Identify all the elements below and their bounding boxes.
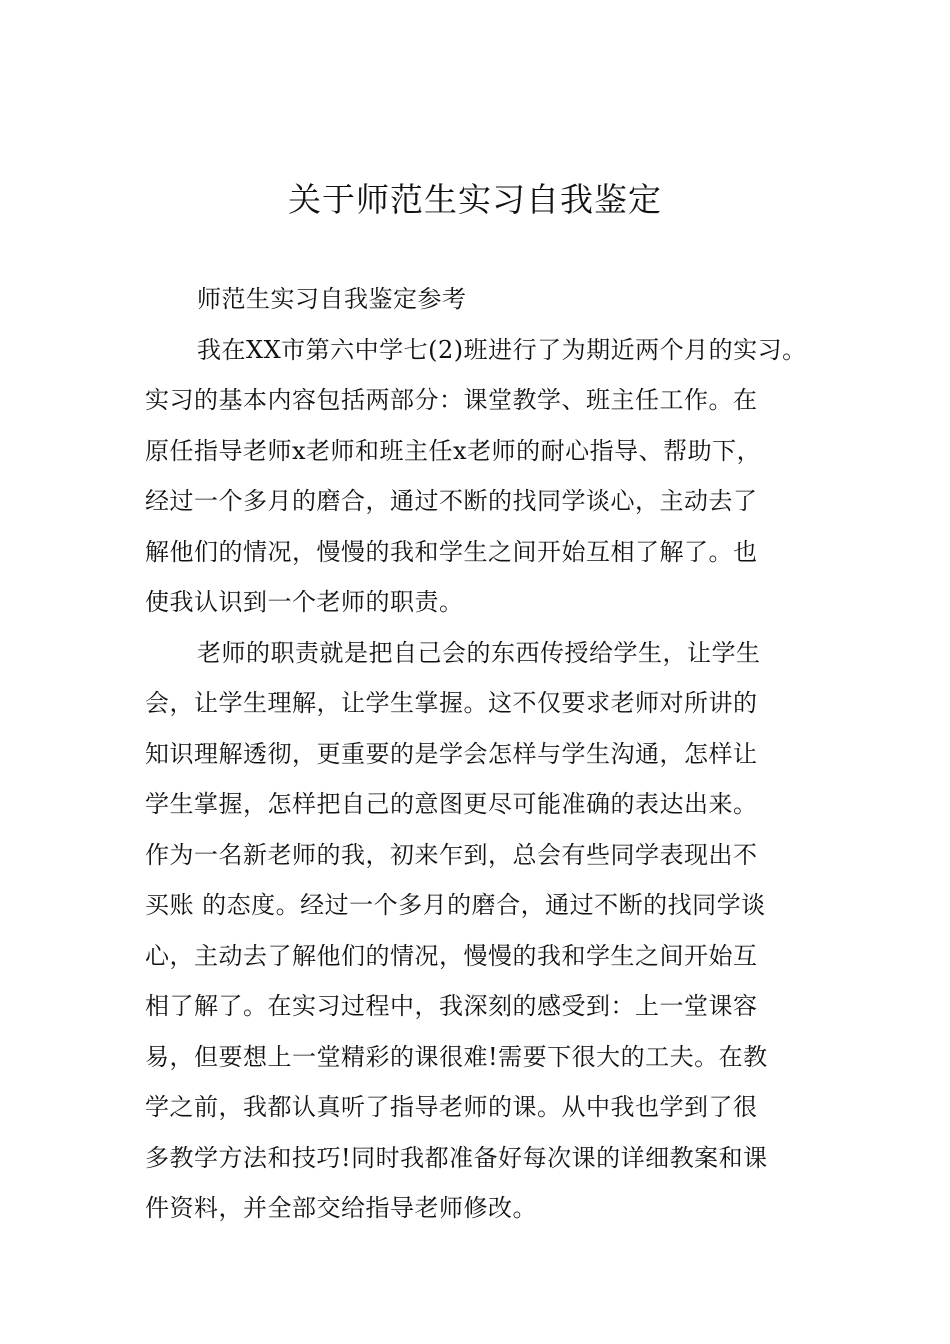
subtitle-line: 师范生实习自我鉴定参考	[197, 285, 467, 313]
paragraph-2-line-2: 会，让学生理解，让学生掌握。这不仅要求老师对所讲的	[145, 689, 758, 717]
paragraph-2-line-7: 心，主动去了解他们的情况，慢慢的我和学生之间开始互	[145, 941, 758, 970]
paragraph-2-line-9: 易，但要想上一堂精彩的课很难!需要下很大的工夫。在教	[145, 1042, 768, 1071]
paragraph-2-line-12: 件资料，并全部交给指导老师修改。	[145, 1194, 537, 1222]
paragraph-2-line-4: 学生掌握，怎样把自己的意图更尽可能准确的表达出来。	[145, 790, 758, 818]
paragraph-2-line-3: 知识理解透彻，更重要的是学会怎样与学生沟通，怎样让	[145, 739, 758, 768]
paragraph-2-line-6: 买账 的态度。经过一个多月的磨合，通过不断的找同学谈	[145, 891, 766, 919]
paragraph-1-line-5: 解他们的情况，慢慢的我和学生之间开始互相了解了。也	[145, 537, 758, 566]
paragraph-2-line-5: 作为一名新老师的我，初来乍到，总会有些同学表现出不	[145, 840, 758, 869]
document-title: 关于师范生实习自我鉴定	[288, 180, 662, 219]
paragraph-1-line-3: 原任指导老师x老师和班主任x老师的耐心指导、帮助下，	[145, 436, 762, 465]
paragraph-1-line-2: 实习的基本内容包括两部分：课堂教学、班主任工作。在	[145, 386, 758, 414]
paragraph-2-line-10: 学之前，我都认真听了指导老师的课。从中我也学到了很	[145, 1093, 758, 1121]
paragraph-2-line-8: 相了解了。在实习过程中，我深刻的感受到：上一堂课容	[145, 992, 758, 1020]
paragraph-1-line-4: 经过一个多月的磨合，通过不断的找同学谈心，主动去了	[145, 487, 758, 515]
paragraph-1-line-1: 我在XX市第六中学七(2)班进行了为期近两个月的实习。	[197, 335, 807, 364]
paragraph-2-line-1: 老师的职责就是把自己会的东西传授给学生，让学生	[197, 638, 761, 667]
document-body	[145, 274, 810, 1234]
paragraph-2-line-11: 多教学方法和技巧!同时我都准备好每次课的详细教案和课	[145, 1143, 768, 1172]
paragraph-1-line-6: 使我认识到一个老师的职责。	[145, 588, 464, 616]
